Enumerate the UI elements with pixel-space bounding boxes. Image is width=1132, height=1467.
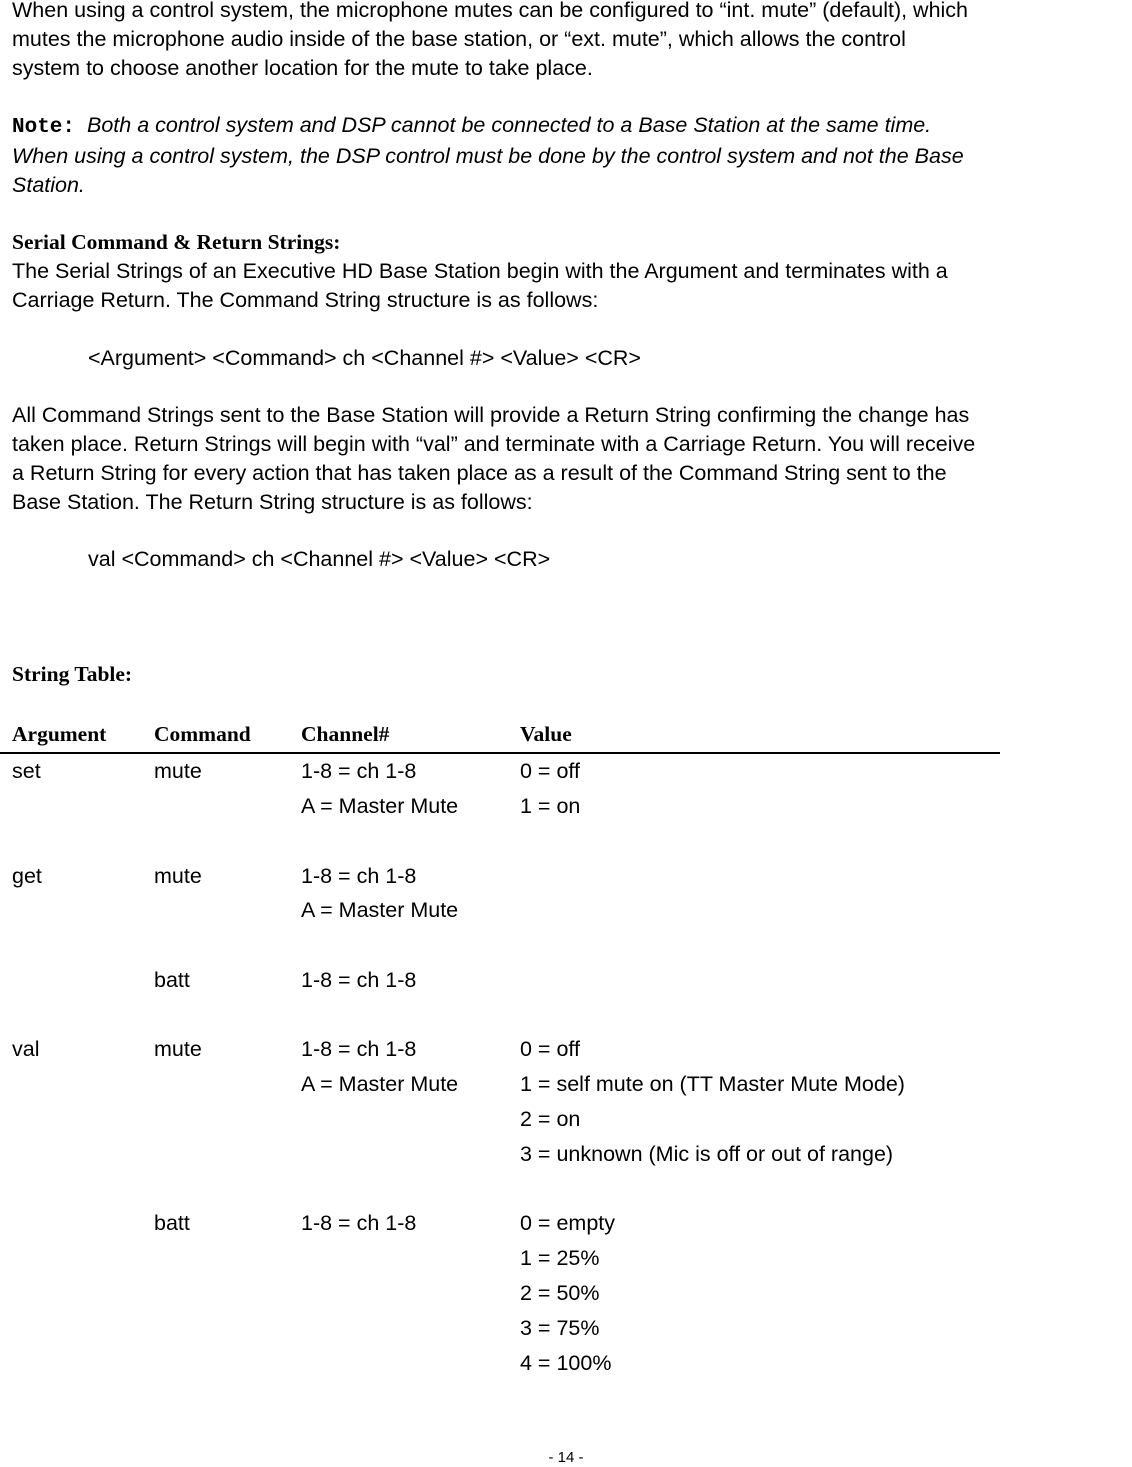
intro-line-1: When using a control system, the microphone mutes can be configured to “int. mute” (default), which [12,0,969,22]
return-string-structure: val <Command> ch <Channel #> <Value> <CR> [88,547,551,571]
table-cell-channel: 1-8 = ch 1-8 [301,1211,417,1235]
table-cell-command: mute [154,759,202,783]
table-cell-value: 0 = off [520,1037,580,1061]
serial-p2-line-4: Base Station. The Return String structure is as follows: [12,490,533,514]
serial-p2-line-2: taken place. Return Strings will begin with “val” and terminate with a Carriage Return. You will receive [12,432,976,456]
note-line-3: Station. [12,173,85,197]
column-header-value: Value [520,722,572,746]
intro-line-2: mutes the microphone audio inside of the base station, or “ext. mute”, which allows the control [12,27,906,51]
serial-section-heading: Serial Command & Return Strings: [12,230,341,254]
column-header-argument: Argument [12,722,107,746]
table-cell-value: 4 = 100% [520,1351,612,1375]
serial-p2-line-1: All Command Strings sent to the Base Station will provide a Return String confirming the change has [12,403,970,427]
table-cell-value: 0 = empty [520,1211,616,1235]
intro-line-3: system to choose another location for the mute to take place. [12,56,593,80]
table-cell-value: 0 = off [520,759,580,783]
table-cell-command: batt [154,968,190,992]
table-cell-value: 1 = on [520,794,581,818]
table-header-rule [0,752,1000,754]
note-paragraph [12,111,1130,200]
table-cell-value: 2 = on [520,1107,581,1131]
note-line-2: When using a control system, the DSP control must be done by the control system and not the Base [12,144,964,168]
column-header-command: Command [154,722,251,746]
note-line-1: Both a control system and DSP cannot be connected to a Base Station at the same time. [87,113,932,137]
table-cell-argument: get [12,864,42,888]
table-cell-channel: 1-8 = ch 1-8 [301,1037,417,1061]
command-string-structure: <Argument> <Command> ch <Channel #> <Value> <CR> [88,346,641,370]
note-label: Note: [12,116,76,139]
table-cell-command: mute [154,864,202,888]
table-cell-channel: A = Master Mute [301,898,459,922]
intro-paragraph [12,0,1130,83]
table-cell-argument: val [12,1037,40,1061]
table-cell-value: 3 = 75% [520,1316,600,1340]
table-cell-channel: A = Master Mute [301,1072,459,1096]
serial-paragraph-1 [12,257,1130,315]
serial-p1-line-2: Carriage Return. The Command String structure is as follows: [12,288,599,312]
table-cell-channel: 1-8 = ch 1-8 [301,864,417,888]
table-cell-command: mute [154,1037,202,1061]
column-header-channel: Channel# [301,722,390,746]
table-cell-command: batt [154,1211,190,1235]
serial-p2-line-3: a Return String for every action that has taken place as a result of the Command String sent to the [12,461,947,485]
serial-paragraph-2 [12,401,1130,517]
serial-p1-line-1: The Serial Strings of an Executive HD Base Station begin with the Argument and terminates with a [12,259,948,283]
string-table-heading: String Table: [12,662,133,686]
table-cell-value: 3 = unknown (Mic is off or out of range) [520,1142,894,1166]
table-cell-value: 1 = self mute on (TT Master Mute Mode) [520,1072,905,1096]
table-cell-channel: 1-8 = ch 1-8 [301,968,417,992]
table-cell-argument: set [12,759,41,783]
table-cell-value: 1 = 25% [520,1246,600,1270]
table-cell-channel: A = Master Mute [301,794,459,818]
page-number: - 14 - [548,1449,584,1466]
table-cell-channel: 1-8 = ch 1-8 [301,759,417,783]
table-cell-value: 2 = 50% [520,1281,600,1305]
